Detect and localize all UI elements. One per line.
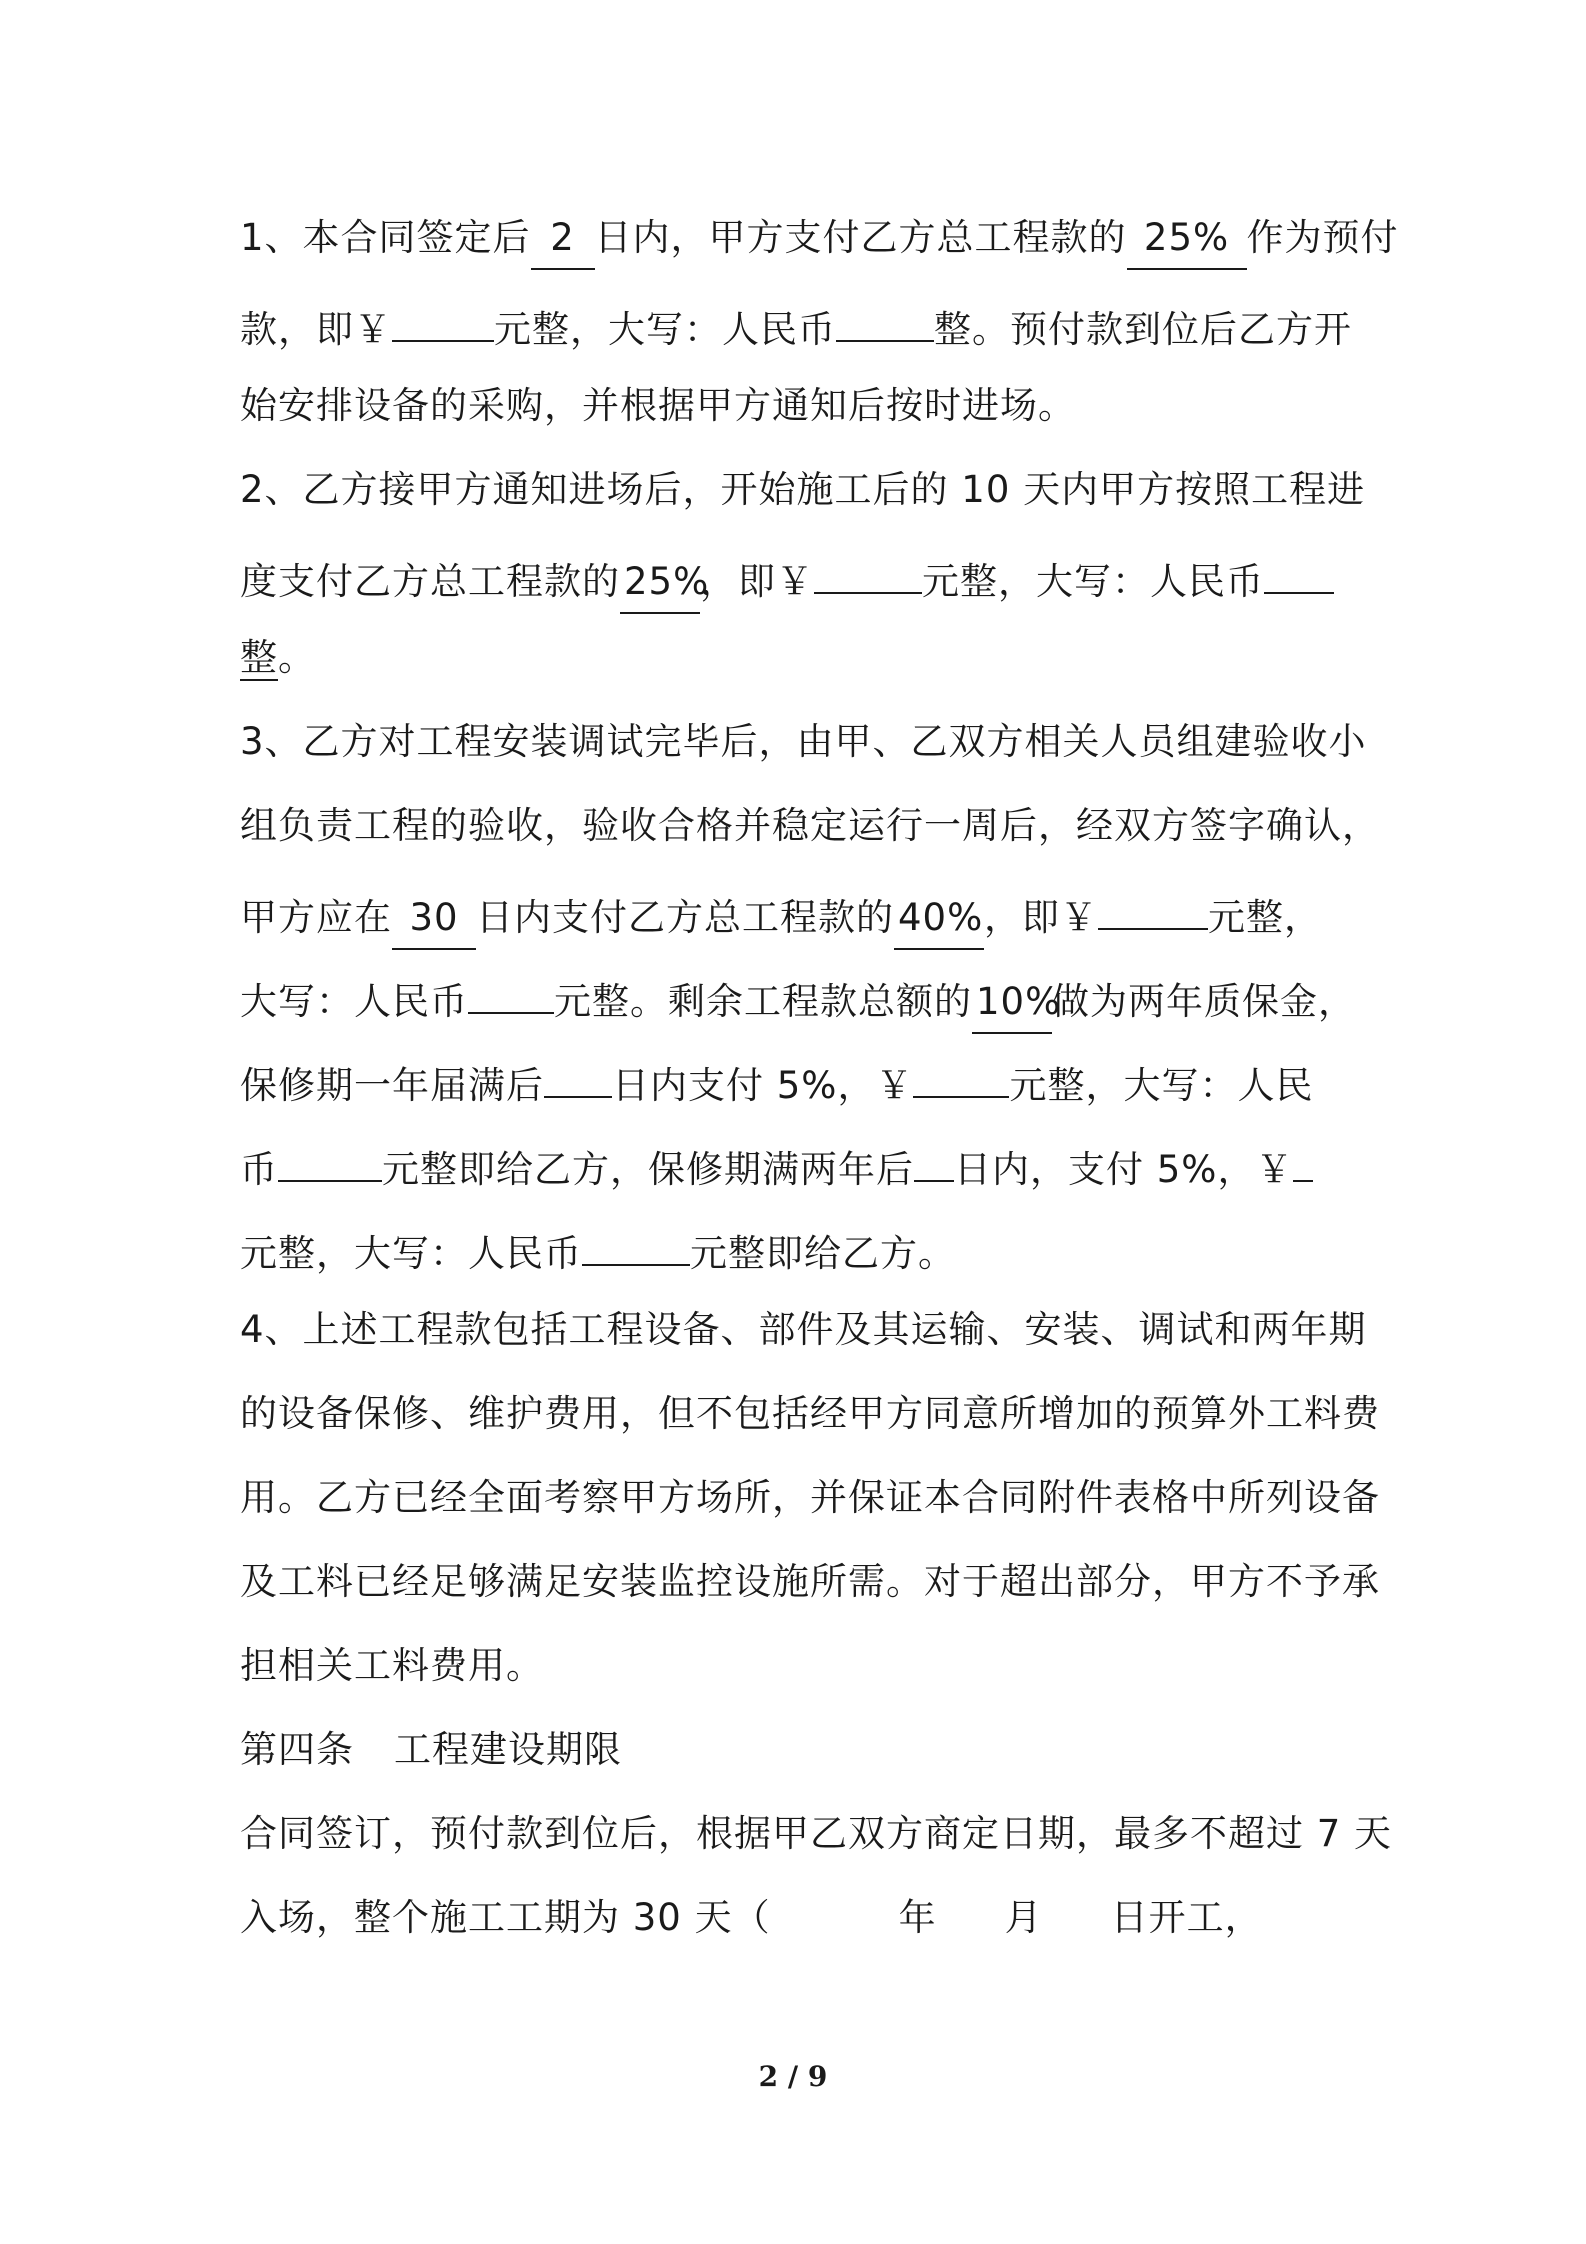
- text-run: 担相关工料费用。: [240, 1644, 544, 1687]
- text-line: [240, 1288, 1367, 1372]
- empty-blank: [1098, 868, 1208, 930]
- empty-blank: [544, 1036, 612, 1098]
- page-number: 2 / 9: [758, 2060, 828, 2093]
- text-line: [240, 1540, 1380, 1624]
- text-line: [240, 364, 1360, 448]
- empty-blank: [1264, 532, 1334, 594]
- text-line: [240, 448, 1366, 532]
- text-line: [240, 868, 1360, 952]
- filled-blank: 40%: [894, 888, 984, 950]
- text-run: 款，即￥: [240, 308, 392, 351]
- text-run: 日内，甲方支付乙方总工程款的: [594, 216, 1127, 259]
- text-run: 大写：人民币: [240, 980, 468, 1023]
- empty-blank: [1293, 1120, 1313, 1182]
- text-run: 入场，整个施工工期为 30 天（: [240, 1896, 771, 1939]
- text-run: ，即￥: [984, 896, 1098, 939]
- section-number: 第四条: [240, 1728, 354, 1771]
- text-run: 元整，大写：人民: [1009, 1064, 1314, 1107]
- text-run: 2、乙方接甲方通知进场后，开始施工后的 10 天内甲方按照工程进: [240, 468, 1366, 511]
- text-line: [240, 1792, 1393, 1876]
- empty-blank: [278, 1120, 382, 1182]
- text-line: [240, 532, 1360, 616]
- document-body: [240, 196, 1399, 1960]
- text-run: 的设备保修、维护费用，但不包括经甲方同意所增加的预算外工料费: [240, 1392, 1380, 1435]
- text-line: [240, 1120, 1360, 1204]
- text-line: [240, 952, 1360, 1036]
- text-run: 币: [240, 1148, 278, 1191]
- text-line: [240, 1876, 1360, 1960]
- text-run: 用。乙方已经全面考察甲方场所，并保证本合同附件表格中所列设备: [240, 1476, 1380, 1519]
- text-run: 元整，大写：人民币: [240, 1232, 582, 1275]
- text-run: ，即￥: [700, 560, 814, 603]
- text-run: 元整。剩余工程款总额的: [554, 980, 972, 1023]
- text-run: 作为预付: [1246, 216, 1399, 259]
- text-run: 年: [898, 1896, 937, 1939]
- text-run: 4、上述工程款包括工程设备、部件及其运输、安装、调试和两年期: [240, 1308, 1367, 1351]
- text-line: [240, 1204, 1360, 1288]
- text-run: 元整，大写：人民币: [494, 308, 836, 351]
- empty-blank: [468, 952, 554, 1014]
- text-line: [240, 1624, 1360, 1708]
- section-heading: [240, 1708, 1360, 1792]
- text-run: 日内支付乙方总工程款的: [476, 896, 894, 939]
- empty-blank: [836, 280, 934, 342]
- text-run: 合同签订，预付款到位后，根据甲乙双方商定日期，最多不超过 7 天: [240, 1812, 1393, 1855]
- text-line: [240, 280, 1360, 364]
- empty-blank: [913, 1036, 1009, 1098]
- text-run: 。: [278, 636, 316, 679]
- empty-blank: [914, 1120, 954, 1182]
- text-line: [240, 784, 1380, 868]
- filled-blank: 2: [531, 208, 595, 270]
- filled-blank: 25%: [620, 552, 700, 614]
- empty-blank: [392, 280, 494, 342]
- text-run: 度支付乙方总工程款的: [240, 560, 620, 603]
- text-run: 整。预付款到位后乙方开: [934, 308, 1352, 351]
- text-run: 做为两年质保金，: [1052, 980, 1356, 1023]
- text-run: 1、本合同签定后: [240, 216, 531, 259]
- text-run: 元整，大写：人民币: [922, 560, 1264, 603]
- text-line: [240, 1372, 1380, 1456]
- text-run: 元整，: [1208, 896, 1322, 939]
- text-line: [240, 1036, 1360, 1120]
- text-run: 及工料已经足够满足安装监控设施所需。对于超出部分，甲方不予承: [240, 1560, 1380, 1603]
- text-run: 日内支付 5%，￥: [612, 1064, 914, 1107]
- text-run: 元整即给乙方，保修期满两年后: [382, 1148, 914, 1191]
- text-run: 保修期一年届满后: [240, 1064, 544, 1107]
- text-run: 始安排设备的采购，并根据甲方通知后按时进场。: [240, 384, 1076, 427]
- filled-blank: 25%: [1127, 208, 1247, 270]
- filled-blank: 整: [240, 636, 278, 679]
- filled-blank: 10%: [972, 972, 1052, 1034]
- text-run: 3、乙方对工程安装调试完毕后，由甲、乙双方相关人员组建验收小: [240, 720, 1367, 763]
- filled-blank: 30: [392, 888, 476, 950]
- text-line: [240, 616, 1360, 700]
- section-title: 工程建设期限: [394, 1728, 622, 1771]
- text-run: 元整即给乙方。: [690, 1232, 956, 1275]
- text-line: [240, 700, 1367, 784]
- text-run: 日开工，: [1110, 1896, 1263, 1939]
- text-run: 组负责工程的验收，验收合格并稳定运行一周后，经双方签字确认，: [240, 804, 1380, 847]
- text-line: [240, 1456, 1380, 1540]
- empty-blank: [814, 532, 922, 594]
- text-run: 日内，支付 5%，￥: [954, 1148, 1294, 1191]
- text-run: 月: [1004, 1896, 1043, 1939]
- empty-blank: [582, 1204, 690, 1266]
- text-line: [240, 196, 1399, 280]
- text-run: 甲方应在: [240, 896, 392, 939]
